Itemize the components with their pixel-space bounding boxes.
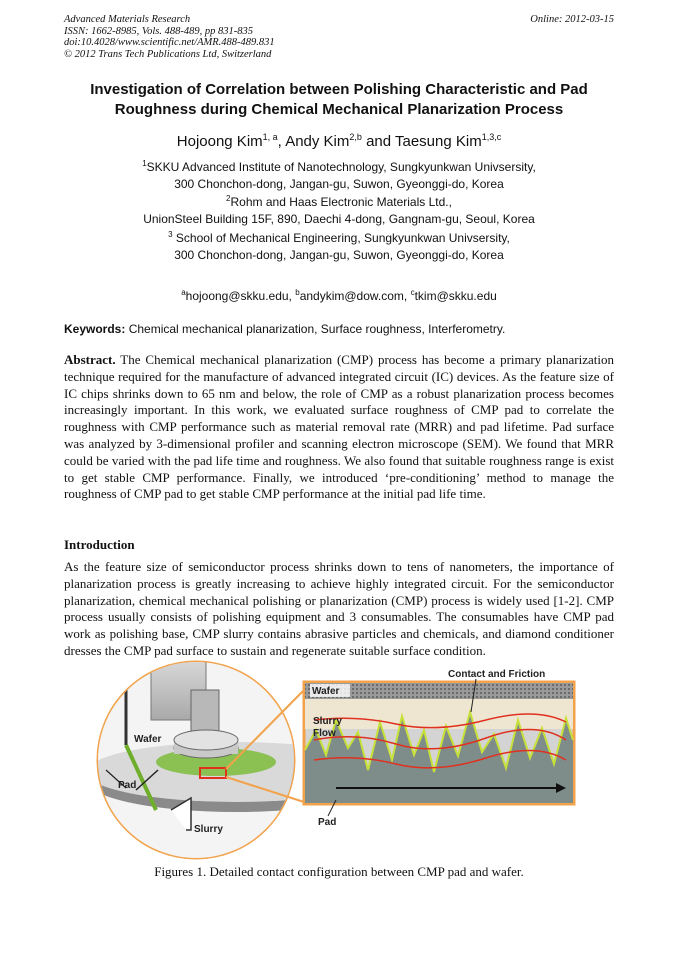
email-sup: c	[410, 288, 415, 297]
keywords-text: Chemical mechanical planarization, Surface roughness, Interferometry.	[125, 322, 506, 336]
affiliation-3	[0, 227, 678, 263]
aff-sup: 2	[226, 194, 231, 203]
author-sup: 1,3,c	[481, 132, 502, 142]
journal-name: Advanced Materials Research	[64, 14, 191, 25]
author-separator: and	[361, 133, 395, 150]
keywords-label: Keywords:	[64, 322, 126, 336]
abstract-label: Abstract.	[64, 352, 116, 367]
email-link[interactable]: andykim@dow.com,	[299, 289, 411, 303]
author-emails	[0, 285, 678, 305]
author-name: Taesung Kim	[395, 133, 482, 150]
keywords	[64, 322, 624, 336]
label-slurry-flow-1: Slurry	[313, 716, 342, 727]
label-contact-friction: Contact and Friction	[448, 669, 546, 680]
email-link[interactable]: tkim@skku.edu	[414, 289, 497, 303]
introduction-heading: Introduction	[64, 537, 135, 552]
author-name: Hojoong Kim	[176, 133, 263, 150]
abstract	[64, 352, 614, 503]
aff-sup: 1	[142, 159, 147, 168]
label-wafer-left: Wafer	[134, 734, 162, 745]
author-list	[0, 132, 678, 150]
author-sup: 1, a	[262, 132, 278, 142]
aff-line-1: School of Mechanical Engineering, Sungkyunkwan Univsersity,	[172, 231, 510, 245]
title-line-1: Investigation of Correlation between Polishing Characteristic and Pad	[90, 81, 588, 98]
email-sup: b	[295, 288, 300, 297]
doi: doi:10.4028/www.scientific.net/AMR.488-489.831	[64, 37, 275, 48]
contact-detail-panel	[304, 669, 574, 828]
label-wafer-right: Wafer	[312, 686, 340, 697]
author-name: Andy Kim	[285, 133, 350, 150]
affiliation-1	[0, 156, 678, 192]
issn: ISSN: 1662-8985, Vols. 488-489, pp 831-835	[64, 25, 253, 37]
title-line-2: Roughness during Chemical Mechanical Planarization Process	[114, 101, 564, 118]
journal-header	[64, 14, 275, 60]
aff-sup: 3	[168, 230, 173, 239]
aff-line-2: UnionSteel Building 15F, 890, Daechi 4-dong, Gangnam-gu, Seoul, Korea	[143, 211, 535, 226]
introduction-text: As the feature size of semiconductor process shrinks down to tens of nanometers, the importance of planarization process is greatly increasing to achieve highly integrated circuit. For the semiconductor planarization, chemical mechanical polishing or planarization (CMP) process is widely used [1-2]. CMP process usually consists of polishing equipment and 3 consumables. The consumables have CMP pad work as polishing base, CMP slurry contains abrasive particles and chemicals, and diamond conditioner dresses the CMP pad surface to sustain and regenerate suitable surface condition.	[64, 559, 614, 658]
aff-line-2: 300 Chonchon-dong, Jangan-gu, Suwon, Gyeonggi-do, Korea	[174, 176, 504, 191]
copyright: © 2012 Trans Tech Publications Ltd, Switzerland	[64, 48, 272, 60]
author-sup: 2,b	[349, 132, 362, 142]
author-separator: ,	[277, 133, 286, 150]
label-slurry-flow-2: Flow	[313, 728, 336, 739]
label-slurry: Slurry	[194, 824, 223, 835]
aff-line-2: 300 Chonchon-dong, Jangan-gu, Suwon, Gyeonggi-do, Korea	[174, 247, 504, 262]
email-link[interactable]: hojoong@skku.edu,	[185, 289, 296, 303]
figure-cmp-contact	[96, 660, 582, 860]
email-sup: a	[181, 288, 186, 297]
label-pad-left: Pad	[118, 780, 137, 791]
abstract-text: The Chemical mechanical planarization (CMP) process has become a primary planarization technique required for the manufacture of advanced integrated circuit (IC) devices. As the feature size of IC chips shrinks down to 65 nm and below, the role of CMP as a robust planarization process becomes increasingly important. In this work, we evaluated surface roughness of CMP pad to correlate the roughness with CMP performance such as material removal rate (MRR) and pad lifetime. Pad surface was analyzed by 3-dimensional profiler and scanning electron microscope (SEM). We found that MRR could be varied with the pad life time and roughness. We also found that suitable roughness range is exist to get stable CMP performance. Finally, we introduced ‘pre-conditioning’ method to manage the roughness of CMP pad to get stable CMP performance at the initial pad life time.	[64, 352, 614, 502]
label-pad-right: Pad	[318, 817, 337, 828]
aff-line-1: Rohm and Haas Electronic Materials Ltd.,	[230, 195, 452, 209]
online-date: Online: 2012-03-15	[530, 14, 614, 25]
figure-caption: Figures 1. Detailed contact configuration between CMP pad and wafer.	[154, 864, 524, 879]
affiliation-2	[0, 191, 678, 227]
paper-title	[50, 80, 628, 120]
aff-line-1: SKKU Advanced Institute of Nanotechnology, Sungkyunkwan Univsersity,	[146, 160, 536, 174]
